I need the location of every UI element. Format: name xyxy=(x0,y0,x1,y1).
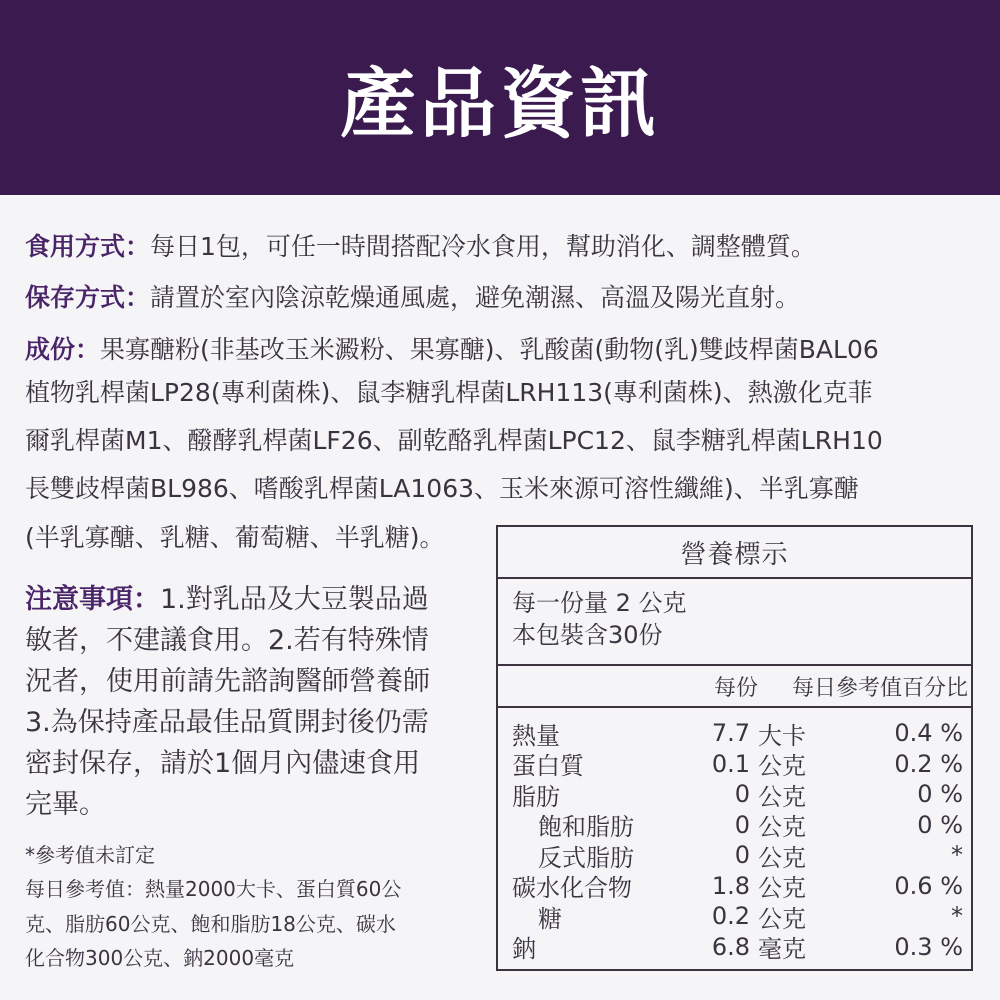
notice-line-4: 3.為保持產品最佳品質開封後仍需 xyxy=(25,707,429,738)
nutrition-row xyxy=(498,779,971,810)
nutrient-unit: 大卡 xyxy=(758,721,806,750)
nutrition-row xyxy=(498,810,971,841)
nutrition-row xyxy=(498,840,971,871)
col-daily-value: 每日參考值百分比 xyxy=(791,675,968,701)
notice-line-2: 敏者，不建議食用。2.若有特殊情 xyxy=(25,625,429,656)
nutrient-name: 蛋白質 xyxy=(512,752,584,781)
usage-text: 每日1包，可任一時間搭配冷水食用，幫助消化、調整體質。 xyxy=(150,232,816,261)
nutrient-pct: 0.2 % xyxy=(894,749,963,778)
nutrition-row xyxy=(498,718,971,749)
reference-line-1: 每日參考值：熱量2000大卡、蛋白質60公 xyxy=(25,877,402,901)
nutrient-value: 7.7 xyxy=(711,719,750,748)
nutrient-name: 飽和脂肪 xyxy=(538,813,634,842)
header-banner xyxy=(0,0,1000,195)
nutrient-name: 糖 xyxy=(538,904,562,933)
nutrient-pct: 0 % xyxy=(917,780,963,809)
nutrient-name: 碳水化合物 xyxy=(512,874,632,903)
nutrient-name: 鈉 xyxy=(512,935,536,964)
nutrition-title: 營養標示 xyxy=(498,527,971,579)
reference-footnote: *參考值未訂定 xyxy=(25,843,155,867)
serving-size: 每一份量 2 公克 xyxy=(512,589,687,617)
nutrient-unit: 毫克 xyxy=(758,935,806,964)
nutrition-rows xyxy=(498,708,971,962)
nutrient-name: 反式脂肪 xyxy=(538,843,634,872)
storage-line xyxy=(25,278,980,318)
nutrition-row xyxy=(498,871,971,902)
nutrient-unit: 公克 xyxy=(758,874,806,903)
reference-line-2: 克、脂肪60公克、飽和脂肪18公克、碳水 xyxy=(25,912,396,936)
nutrition-facts-table xyxy=(496,525,973,971)
ingredients-label: 成份： xyxy=(25,335,101,364)
ingredients-line-2: 植物乳桿菌LP28(專利菌株)、鼠李糖乳桿菌LRH113(專利菌株)、熱激化克菲 xyxy=(25,378,873,407)
nutrient-pct: * xyxy=(951,841,963,870)
notice-line-5: 密封保存，請於1個月內儘速食用 xyxy=(25,748,421,779)
storage-text: 請置於室內陰涼乾燥通風處，避免潮濕、高溫及陽光直射。 xyxy=(150,283,801,312)
nutrient-unit: 公克 xyxy=(758,843,806,872)
usage-line xyxy=(25,227,980,267)
nutrient-value: 0 xyxy=(734,780,750,809)
col-per-serving: 每份 xyxy=(713,675,758,701)
nutrition-row xyxy=(498,749,971,780)
usage-label: 食用方式： xyxy=(25,232,151,261)
notice-line-6: 完畢。 xyxy=(25,789,106,820)
notice-line-1 xyxy=(25,579,480,620)
nutrient-value: 0 xyxy=(734,841,750,870)
nutrient-unit: 公克 xyxy=(758,752,806,781)
nutrient-unit: 公克 xyxy=(758,813,806,842)
nutrient-value: 6.8 xyxy=(711,932,750,961)
nutrient-value: 0.2 xyxy=(711,902,750,931)
nutrient-pct: * xyxy=(951,902,963,931)
serving-info xyxy=(498,579,971,666)
ingredients-line-4: 長雙歧桿菌BL986、嗜酸乳桿菌LA1063、玉米來源可溶性纖維)、半乳寡醣 xyxy=(25,474,859,503)
nutrient-unit: 公克 xyxy=(758,904,806,933)
notice-line-3: 況者，使用前請先諮詢醫師營養師 xyxy=(25,666,430,697)
nutrient-pct: 0.6 % xyxy=(894,871,963,900)
nutrient-pct: 0 % xyxy=(917,810,963,839)
storage-label: 保存方式： xyxy=(25,283,151,312)
nutrient-name: 熱量 xyxy=(512,721,560,750)
nutrient-pct: 0.3 % xyxy=(894,932,963,961)
nutrient-pct: 0.4 % xyxy=(894,719,963,748)
nutrition-row xyxy=(498,901,971,932)
nutrient-value: 0.1 xyxy=(711,749,750,778)
nutrient-value: 1.8 xyxy=(711,871,750,900)
nutrient-unit: 公克 xyxy=(758,782,806,811)
ingredients-line-5: (半乳寡醣、乳糖、葡萄糖、半乳糖)。 xyxy=(25,523,445,552)
nutrient-value: 0 xyxy=(734,810,750,839)
notice-text: 1.對乳品及大豆製品過 xyxy=(160,584,429,615)
reference-line-3: 化合物300公克、鈉2000毫克 xyxy=(25,946,295,970)
ingredients-text: 果寡醣粉(非基改玉米澱粉、果寡醣)、乳酸菌(動物(乳)雙歧桿菌BAL06 xyxy=(100,335,879,364)
nutrition-row xyxy=(498,932,971,963)
page-title: 產品資訊 xyxy=(340,59,660,148)
servings-per-pack: 本包裝含30份 xyxy=(512,621,663,649)
ingredients-line-1 xyxy=(25,330,980,370)
nutrient-name: 脂肪 xyxy=(512,782,560,811)
notice-label: 注意事項： xyxy=(25,584,160,615)
ingredients-line-3: 爾乳桿菌M1、醱酵乳桿菌LF26、副乾酪乳桿菌LPC12、鼠李糖乳桿菌LRH10 xyxy=(25,426,883,455)
nutrition-column-headers xyxy=(498,666,971,708)
